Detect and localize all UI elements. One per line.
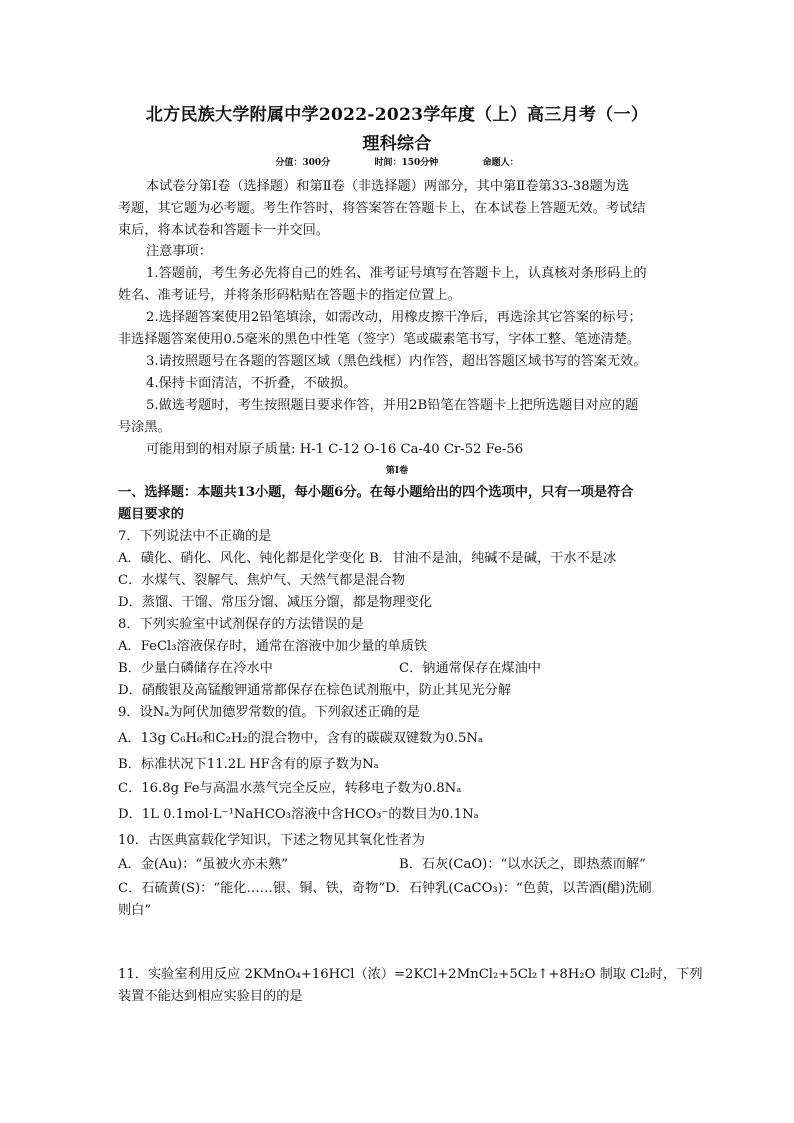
question-option: A．FeCl₃溶液保存时，通常在溶液中加少量的单质铁: [118, 639, 428, 654]
notice-item: 2.选择题答案使用2铅笔填涂，如需改动，用橡皮擦干净后，再选涂其它答案的标号；: [146, 310, 642, 325]
question-option: B．少量白磷储存在冷水中: [118, 661, 273, 676]
exam-meta: [0, 153, 794, 173]
question-stem: 11．实验室利用反应 2KMnO₄+16HCl（浓）=2KCl+2MnCl₂+5Cl₂↑+8H₂O 制取 Cl₂时，下列: [118, 967, 703, 982]
question-stem: 7．下列说法中不正确的是: [118, 529, 272, 544]
author-text: 命题人：: [482, 158, 519, 168]
question-option: A．磺化、硝化、风化、钝化都是化学变化 B．甘油不是油，纯碱不是碱，干水不是冰: [118, 551, 617, 566]
score-text: 分值：300分: [275, 158, 331, 168]
intro-line: 考题，其它题为必考题。考生作答时，将答案答在答题卡上，在本试卷上答题无效。考试结: [118, 201, 646, 216]
question-option: B．石灰(CaO)：“以水沃之，即热蒸而解”: [399, 857, 646, 872]
question-stem: 8．下列实验室中试剂保存的方法错误的是: [118, 617, 364, 632]
notice-item: 非选择题答案使用0.5毫米的黑色中性笔（签字）笔或碳素笔书写，字体工整、笔迹清楚。: [118, 332, 641, 347]
section-heading: 题目要求的: [118, 507, 184, 522]
intro-line: 束后，将本试卷和答题卡一并交回。: [118, 223, 329, 238]
notice-item: 4.保持卡面清洁，不折叠，不破损。: [146, 376, 357, 391]
question-stem: 装置不能达到相应实验目的的是: [118, 989, 303, 1004]
question-option: C．石硫黄(S)：“能化……银、铜、铁，奇物”D．石钟乳(CaCO₃)：“色黄，以苦酒(醋)洗刷: [118, 881, 652, 896]
exam-subtitle: 理科综合: [362, 134, 432, 154]
question-option: B．标准状况下11.2L HF含有的原子数为Nₐ: [118, 757, 379, 772]
question-option: D．1L 0.1mol·L⁻¹NaHCO₃溶液中含HCO₃⁻的数目为0.1Nₐ: [118, 807, 479, 822]
notice-item: 号涂黑。: [118, 420, 171, 435]
exam-title: 北方民族大学附属中学2022-2023学年度（上）高三月考（一）: [145, 105, 649, 125]
notice-item: 1.答题前，考生务必先将自己的姓名、准考证号填写在答题卡上，认真核对条形码上的: [146, 266, 647, 281]
intro-line: 本试卷分第Ⅰ卷（选择题）和第Ⅱ卷（非选择题）两部分，其中第Ⅱ卷第33-38题为选: [146, 179, 630, 194]
question-stem: 9．设Nₐ为阿伏加德罗常数的值。下列叙述正确的是: [118, 705, 420, 720]
question-option: A．金(Au)：“虽被火亦未熟”: [118, 857, 289, 872]
question-option: D．蒸馏、干馏、常压分馏、减压分馏，都是物理变化: [118, 595, 432, 610]
atomic-masses: 可能用到的相对原子质量: H-1 C-12 O-16 Ca-40 Cr-52 Fe-56: [146, 442, 524, 457]
question-option: C．水煤气、裂解气、焦炉气、天然气都是混合物: [118, 573, 406, 588]
question-option: 则白”: [118, 903, 152, 918]
question-option: D．硝酸银及高锰酸钾通常都保存在棕色试剂瓶中，防止其见光分解: [118, 683, 512, 698]
question-option: A．13g C₆H₆和C₂H₂的混合物中，含有的碳碳双键数为0.5Nₐ: [118, 731, 484, 746]
question-option: C．钠通常保存在煤油中: [399, 661, 541, 676]
notice-heading: 注意事项：: [146, 244, 212, 259]
question-stem: 10．古医典富载化学知识，下述之物见其氧化性者为: [118, 833, 425, 848]
volume-heading: 第Ⅰ卷: [385, 466, 409, 476]
time-text: 时间：150分钟: [374, 158, 439, 168]
section-heading: 一、选择题：本题共13小题，每小题6分。在每小题给出的四个选项中，只有一项是符合: [118, 485, 634, 500]
notice-item: 5.做选考题时，考生按照题目要求作答，并用2B铅笔在答题卡上把所选题目对应的题: [146, 398, 639, 413]
notice-item: 3.请按照题号在各题的答题区域（黑色线框）内作答，超出答题区域书写的答案无效。: [146, 354, 647, 369]
question-option: C．16.8g Fe与高温水蒸气完全反应，转移电子数为0.8Nₐ: [118, 781, 462, 796]
notice-item: 姓名、准考证号，并将条形码粘贴在答题卡的指定位置上。: [118, 288, 461, 303]
